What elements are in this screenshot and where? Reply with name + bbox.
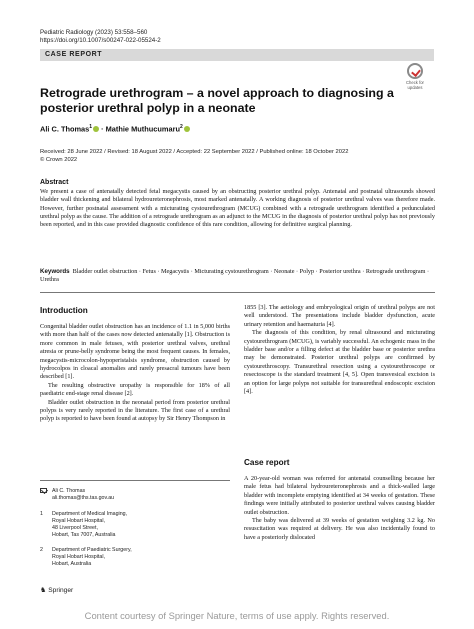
corresponding-name: Ali C. Thomas [52,488,86,494]
footnote-divider [40,480,230,481]
orcid-icon[interactable] [184,126,190,132]
springer-horse-icon: ♞ [40,587,47,594]
paragraph: 1855 [3]. The aetiology and embryological origin of urethral polyps are not well understood. The presentations include bladder dysfunction, acute urinary retention and haematuria [4]. [244,304,435,328]
affiliation-ref: 2 [179,124,183,130]
case-report-body [244,475,435,542]
introduction-body [40,323,230,424]
author-name[interactable]: Mathie Muthucumaru [105,124,180,134]
introduction-heading: Introduction [40,306,88,315]
doi-link[interactable]: https://doi.org/10.1007/s00247-022-05524-2 [40,37,161,44]
copyright-line: © Crown 2022 [40,157,78,163]
article-type-label: CASE REPORT [45,51,103,58]
affiliation-line: Royal Hobart Hospital, [52,518,105,524]
affiliation-line: Hobart, Tas 7007, Australia [52,532,116,538]
paragraph: The resulting obstructive uropathy is responsible for 18% of all paediatric end-stage renal disease [2]. [40,381,230,398]
courtesy-notice: Content courtesy of Springer Nature, terms of use apply. Rights reserved. [84,610,390,621]
paragraph: The baby was delivered at 39 weeks of gestation weighing 3.2 kg. No resuscitation was required at delivery. He was also incidentally found to have a posteriorly dislocated [244,517,435,541]
abstract-heading: Abstract [40,179,69,186]
article-type-band [40,49,434,61]
affiliation-ref: 1 [89,124,93,130]
affiliation-line: 48 Liverpool Street, [52,525,98,531]
publisher-logo [40,586,73,594]
envelope-icon [40,488,47,493]
article-title: Retrograde urethrogram – a novel approach to diagnosing a posterior urethral polyp in a neonate [40,86,394,115]
paragraph: Bladder outlet obstruction in the neonatal period from posterior urethral polyps is very rarely reported in the literature. The first case of a urethral polyp is reported to have been found at autopsy by Sir Henry Thompson in [40,398,230,423]
abstract-text: We present a case of antenatally detected fetal megacystis caused by an obstructing posterior urethral polyp. Antenatal and postnatal ultrasounds showed bladder wall thickening and bilateral hydroureteronephrosis, most marked antenatally. A working diagnosis of posterior urethral valves was therefore made. However, further postnatal assessment with a micturating cystourethrogram (MCUG) combined with a retrograde urethrogram identified a pedunculated urethral polyp as the cause. The addition of a retrograde urethrogram as an adjunct to the MCUG in the diagnosis of posterior urethral polyp has not previously been reported, and in this case provided diagnostic confidence of this rare condition, allowing for definitive surgical planning. [40,188,435,229]
keywords [40,268,435,285]
affiliation-line: Royal Hobart Hospital, [52,554,105,560]
keywords-list: Bladder outlet obstruction · Fetus · Megacystis · Micturating cystourethrogram · Neonate · Polyp · Posterior urethra · Retrograde urethrogram · Urethra [40,268,430,284]
author-name[interactable]: Ali C. Thomas [40,124,90,134]
history-dates: Received: 28 June 2022 / Revised: 18 August 2022 / Accepted: 22 September 2022 / Published online: 18 October 2022 [40,149,349,155]
author-separator: · [99,124,106,134]
corresponding-author [40,488,114,502]
paragraph: Congenital bladder outlet obstruction has an incidence of 1.1 in 5,000 births with more than half of the cases now detected antenatally [1]. Obstruction is more common in male fetuses, with posterior urethral valves, urethral atresia or prune-belly syndrome being the most frequent causes. In females, megacystis-microcolon-hypoperistalsis syndrome, obstruction caused by hydrocolpos in cloacal anomalies and rarely presacral tumours have been described [1]. [40,323,230,381]
affiliation-line: Department of Paediatric Surgery, [52,547,132,553]
affiliation-1 [40,511,127,539]
journal-citation: Pediatric Radiology (2023) 53:558–560 [40,29,148,36]
author-list [40,124,190,133]
paragraph: The diagnosis of this condition, by renal ultrasound and micturating cystourethrogram (MCUG), is variably successful. An echogenic mass in the bladder base and/or a filling defect at the bladder base or posterior urethra may be demonstrated. Posterior urethral polyps are confirmed by cystourethroscopy. Transurethral resection using a cystourethroscope or resectoscope is the standard treatment [4, 5]. Open transvesical excision is an option for large polyps not suitable for transurethral endoscopic excision [4]. [244,329,435,396]
affiliation-line: Department of Medical Imaging, [52,511,128,517]
corresponding-email[interactable]: ali.thomas@ths.tas.gov.au [52,495,115,501]
affiliation-line: Hobart, Australia [52,561,92,567]
affiliation-2 [40,547,132,568]
journal-header [40,29,161,45]
check-updates-label: Check for updates [406,80,424,90]
publisher-name: Springer [48,587,74,594]
affiliation-number: 2 [40,547,43,553]
right-column-body [244,304,435,396]
keywords-label: Keywords [40,268,70,275]
publication-dates [40,148,348,164]
check-updates-icon [407,63,423,79]
section-divider [40,292,435,293]
affiliation-number: 1 [40,511,43,517]
paragraph: A 20-year-old woman was referred for antenatal counselling because her male fetus had bilateral hydroureteronephrosis and a thick-walled large bladder with incomplete emptying identified at 34 weeks of gestation. These findings were initially attributed to posterior urethral valves causing bladder outlet obstruction. [244,475,435,516]
case-report-heading: Case report [244,458,290,467]
check-for-updates-badge[interactable] [400,63,430,90]
